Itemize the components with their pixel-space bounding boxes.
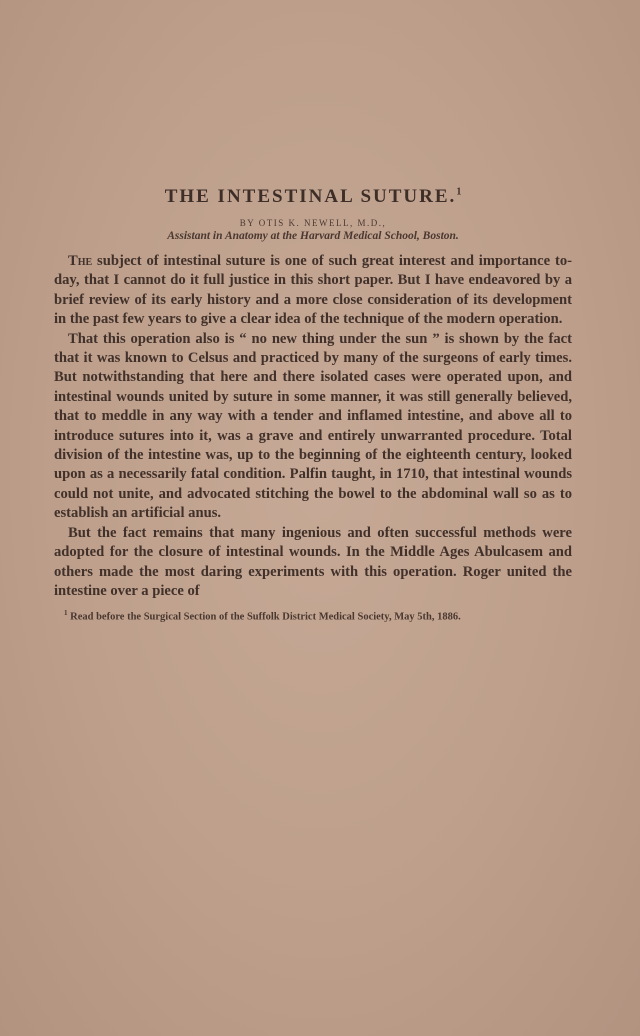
footnote-marker: 1	[456, 186, 462, 198]
paragraph-text: But the fact remains that many ingenious and often successful methods were adopted for the closure of intestinal wounds. In the Middle Ages Abulcasem and others made the most daring experiments with this operation. Roger united the intestine over a piece of	[54, 524, 572, 599]
affiliation: Assistant in Anatomy at the Harvard Medical School, Boston.	[167, 230, 459, 242]
footnote-number: 1	[64, 609, 68, 618]
article-title-text: THE INTESTINAL SUTURE.	[164, 186, 457, 207]
footnote	[54, 607, 572, 624]
article-title	[54, 186, 572, 208]
article	[54, 186, 572, 624]
paragraph-text: subject of intestinal suture is one of such great interest and importance to-day, that I cannot do it full justice in this short paper. But I have endeavored by a brief review of its early history and a more close consideration of its development in the past few years to give a clear idea of the technique of the modern operation.	[54, 253, 572, 328]
paragraph-lead: The	[68, 253, 93, 269]
byline: BY OTIS K. NEWELL, M.D.,	[239, 218, 387, 228]
paragraph-text: That this operation also is “ no new thing under the sun ” is shown by the fact that it was known to Celsus and practiced by many of the surgeons of early times. But notwithstanding that here and there isolated cases were operated upon, and intestinal wounds united by suture in some manner, it was still generally believed, that to meddle in any way with a tender and inflamed intestine, and above all to introduce sutures into it, was a grave and entirely unwarranted procedure. Total division of the intestine was, up to the beginning of the eighteenth century, looked upon as a necessarily fatal condition. Palfin taught, in 1710, that intestinal wounds could not unite, and advocated stitching the bowel to the abdominal wall so as to establish an artificial anus.	[54, 330, 572, 522]
paragraph-3	[54, 524, 572, 602]
paragraph-1	[54, 252, 572, 330]
footnote-text: Read before the Surgical Section of the Suffolk District Medical Society, May 5th, 1886.	[67, 611, 461, 623]
paragraph-2	[54, 330, 572, 524]
